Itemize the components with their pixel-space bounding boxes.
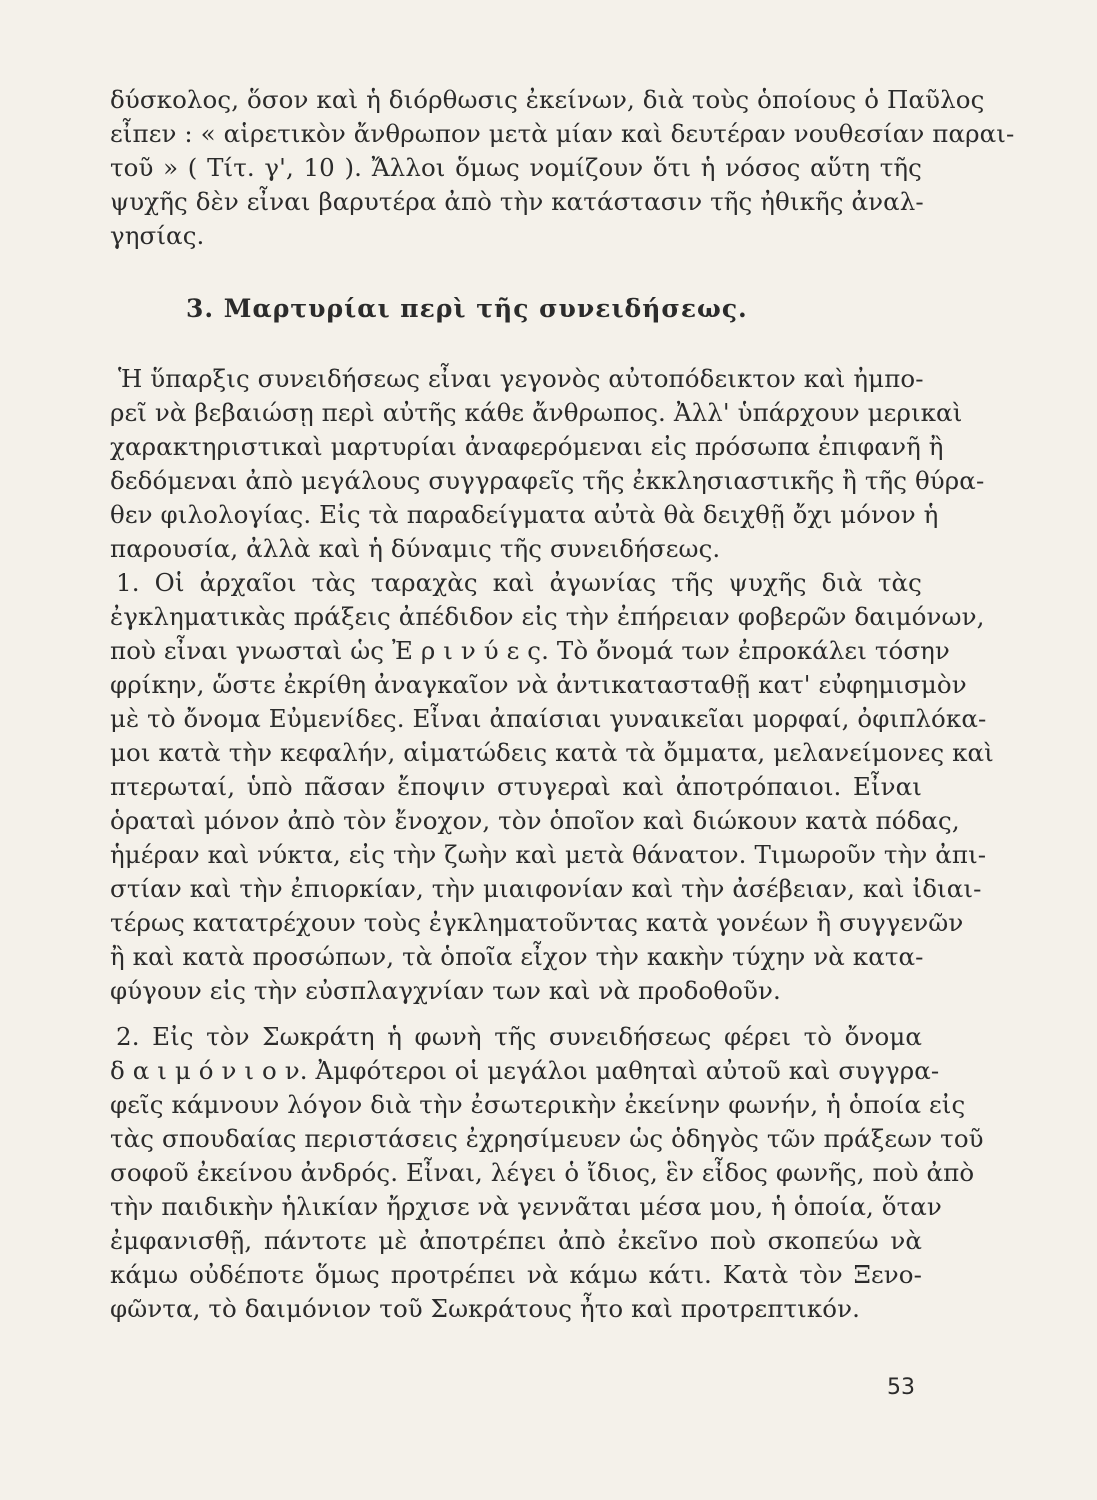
text-line: κάμω οὐδέποτε ὅμως προτρέπει νὰ κάμω κάτι. Κατὰ τὸν Ξενο-: [110, 1260, 922, 1289]
text-line: εἶπεν : « αἱρετικὸν ἄνθρωπον μετὰ μίαν καὶ δευτέραν νουθεσίαν παραι-: [110, 119, 1015, 148]
text-line: παρουσία, ἀλλὰ καὶ ἡ δύναμις τῆς συνειδήσεως.: [110, 534, 721, 563]
text-line: σοφοῦ ἐκείνου ἀνδρός. Εἶναι, λέγει ὁ ἴδιος, ἓν εἶδος φωνῆς, ποὺ ἀπὸ: [110, 1158, 975, 1187]
text-line: Ἡ ὕπαρξις συνειδήσεως εἶναι γεγονὸς αὐτοπόδεικτον καὶ ἠμπο-: [118, 364, 924, 393]
text-line: ρεῖ νὰ βεβαιώσῃ περὶ αὐτῆς κάθε ἄνθρωπος. Ἀλλ' ὑπάρχουν μερικαὶ: [110, 398, 963, 427]
text-line: ἢ καὶ κατὰ προσώπων, τὰ ὁποῖα εἶχον τὴν κακὴν τύχην νὰ κατα-: [110, 942, 924, 971]
text-line: τὰς σπουδαίας περιστάσεις ἐχρησίμευεν ὡς ὁδηγὸς τῶν πράξεων τοῦ: [110, 1124, 984, 1153]
text-line: στίαν καὶ τὴν ἐπιορκίαν, τὴν μιαιφονίαν καὶ τὴν ἀσέβειαν, καὶ ἰδιαι-: [110, 874, 982, 903]
text-line: τέρως κατατρέχουν τοὺς ἐγκληματοῦντας κατὰ γονέων ἢ συγγενῶν: [110, 908, 964, 937]
text-line: τοῦ » ( Τίτ. γ', 10 ). Ἄλλοι ὅμως νομίζουν ὅτι ἡ νόσος αὕτη τῆς: [110, 153, 922, 182]
text-line: φύγουν εἰς τὴν εὐσπλαγχνίαν των καὶ νὰ προδοθοῦν.: [110, 976, 781, 1005]
text-line: 2. Εἰς τὸν Σωκράτη ἡ φωνὴ τῆς συνειδήσεως φέρει τὸ ὄνομα: [116, 1022, 922, 1051]
text-line: ὁραταὶ μόνον ἀπὸ τὸν ἔνοχον, τὸν ὁποῖον καὶ διώκουν κατὰ πόδας,: [110, 806, 960, 835]
page-number: 53: [887, 1375, 915, 1400]
text-line: μὲ τὸ ὄνομα Εὐμενίδες. Εἶναι ἀπαίσιαι γυναικεῖαι μορφαί, ὀφιπλόκα-: [110, 704, 987, 733]
section-heading: 3. Μαρτυρίαι περὶ τῆς συνειδήσεως.: [186, 294, 748, 323]
text-line: γησίας.: [110, 221, 205, 250]
text-line: πτερωταί, ὑπὸ πᾶσαν ἔποψιν στυγεραὶ καὶ ἀποτρόπαιοι. Εἶναι: [110, 772, 922, 801]
text-line: τὴν παιδικὴν ἡλικίαν ἤρχισε νὰ γεννᾶται μέσα μου, ἡ ὁποία, ὅταν: [110, 1192, 942, 1221]
text-line: φεῖς κάμνουν λόγον διὰ τὴν ἐσωτερικὴν ἐκείνην φωνήν, ἡ ὁποία εἰς: [110, 1090, 966, 1119]
text-line: ἡμέραν καὶ νύκτα, εἰς τὴν ζωὴν καὶ μετὰ θάνατον. Τιμωροῦν τὴν ἀπι-: [110, 840, 987, 869]
text-line: φῶντα, τὸ δαιμόνιον τοῦ Σωκράτους ἦτο καὶ προτρεπτικόν.: [110, 1294, 860, 1323]
text-line: ψυχῆς δὲν εἶναι βαρυτέρα ἀπὸ τὴν κατάστασιν τῆς ἠθικῆς ἀναλ-: [110, 187, 924, 216]
text-line: χαρακτηριστικαὶ μαρτυρίαι ἀναφερόμεναι εἰς πρόσωπα ἐπιφανῆ ἢ: [110, 432, 944, 461]
text-line: δεδόμεναι ἀπὸ μεγάλους συγγραφεῖς τῆς ἐκκλησιαστικῆς ἢ τῆς θύρα-: [110, 466, 985, 495]
text-line: θεν φιλολογίας. Εἰς τὰ παραδείγματα αὐτὰ θὰ δειχθῇ ὄχι μόνον ἡ: [110, 500, 939, 529]
text-line: δύσκολος, ὅσον καὶ ἡ διόρθωσις ἐκείνων, διὰ τοὺς ὁποίους ὁ Παῦλος: [110, 85, 985, 114]
text-line: μοι κατὰ τὴν κεφαλήν, αἱματώδεις κατὰ τὰ ὄμματα, μελανείμονες καὶ: [110, 738, 994, 767]
text-line: 1. Οἱ ἀρχαῖοι τὰς ταραχὰς καὶ ἀγωνίας τῆς ψυχῆς διὰ τὰς: [116, 568, 922, 597]
text-line: δ α ι μ ό ν ι ο ν. Ἀμφότεροι οἱ μεγάλοι μαθηταὶ αὐτοῦ καὶ συγγρα-: [110, 1056, 940, 1085]
text-line: φρίκην, ὥστε ἐκρίθη ἀναγκαῖον νὰ ἀντικατασταθῇ κατ' εὐφημισμὸν: [110, 670, 967, 699]
text-line: ἐμφανισθῇ, πάντοτε μὲ ἀποτρέπει ἀπὸ ἐκεῖνο ποὺ σκοπεύω νὰ: [110, 1226, 922, 1255]
text-line: ποὺ εἶναι γνωσταὶ ὡς Ἐ ρ ι ν ύ ε ς. Τὸ ὄνομά των ἐπροκάλει τόσην: [110, 636, 950, 665]
text-line: ἐγκληματικὰς πράξεις ἀπέδιδον εἰς τὴν ἐπήρειαν φοβερῶν δαιμόνων,: [110, 602, 985, 631]
